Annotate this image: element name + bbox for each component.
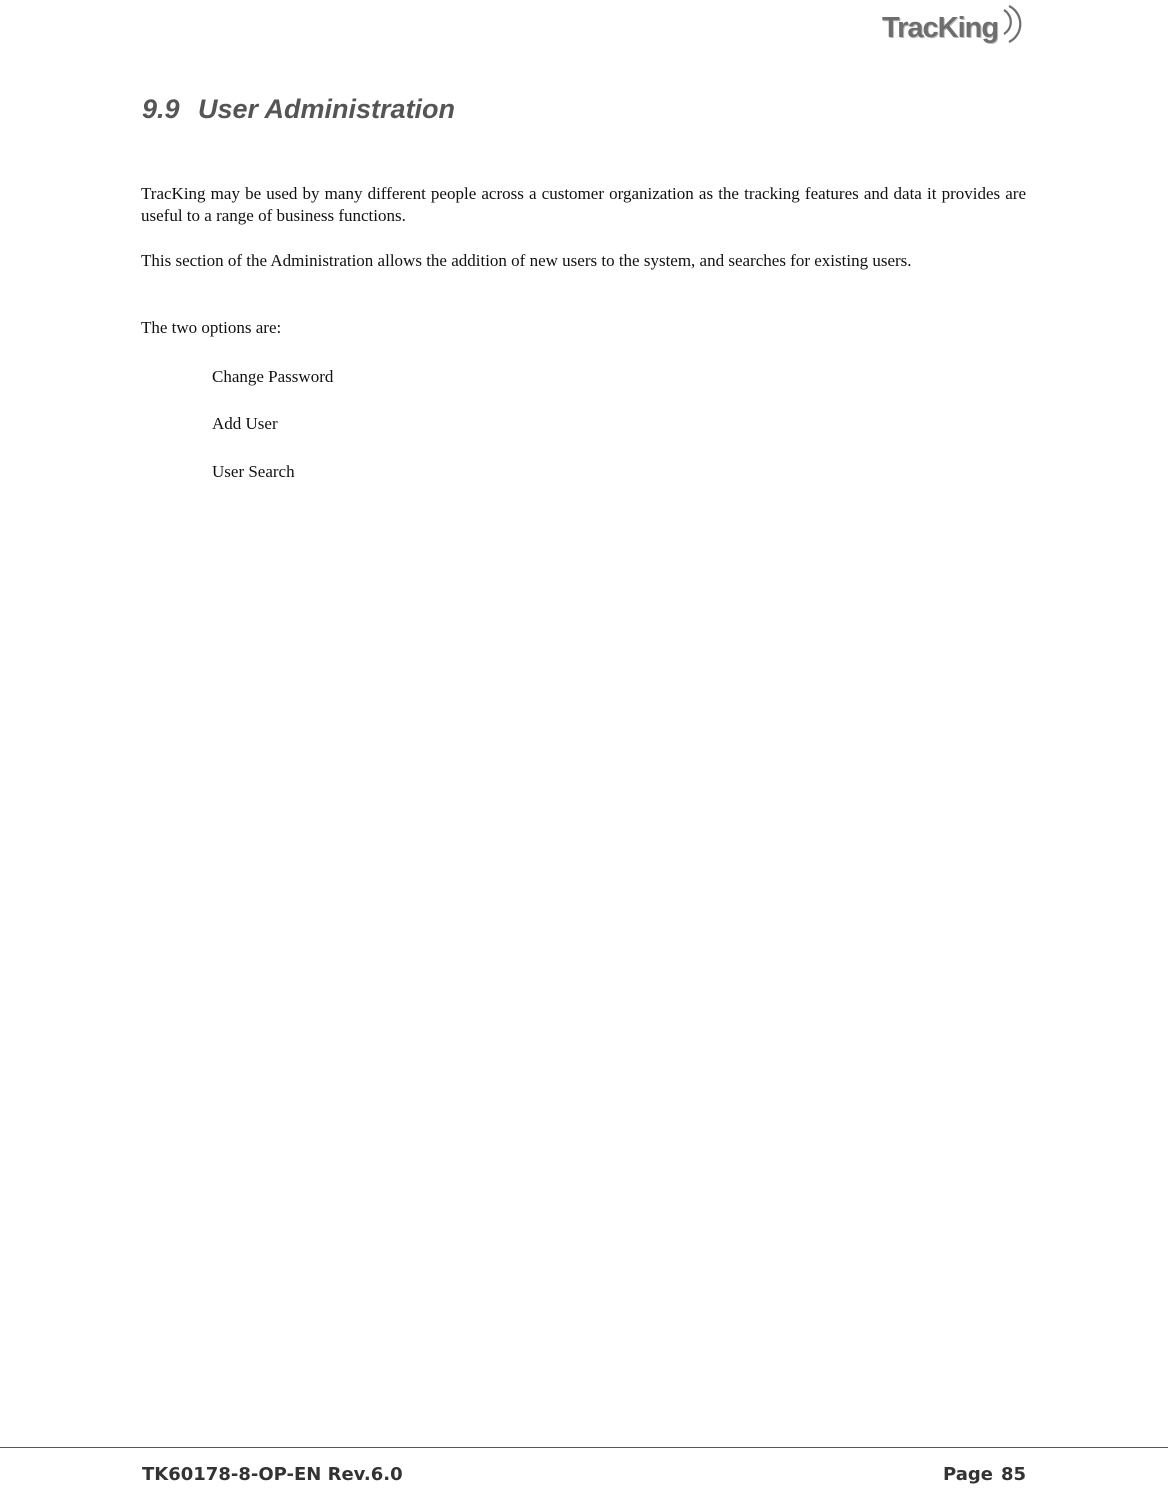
section-title: User Administration <box>198 94 456 124</box>
logo-wordmark: TracKing <box>882 12 999 44</box>
section-number: 9.9 <box>142 94 180 124</box>
intro-paragraph: TracKing may be used by many different people across a customer organization as the tracking features and data it provides are useful to a range of business functions. <box>141 184 1026 225</box>
footer-doc-id: TK60178-8-OP-EN Rev.6.0 <box>142 1464 403 1485</box>
options-intro-paragraph: The two options are: <box>141 318 282 337</box>
section-description-paragraph: This section of the Administration allows the addition of new users to the system, and searches for existing users. <box>141 251 912 270</box>
option-user-search: User Search <box>212 462 295 481</box>
footer-divider <box>0 1447 1168 1448</box>
page-number: 85 <box>1000 1464 1026 1485</box>
footer-page <box>943 1464 1026 1485</box>
section-heading <box>142 94 455 125</box>
tracking-logo <box>882 4 1032 52</box>
option-change-password: Change Password <box>212 367 334 386</box>
signal-arcs-icon <box>1000 4 1028 48</box>
option-add-user: Add User <box>212 414 278 433</box>
page-label: Page <box>942 1464 993 1485</box>
